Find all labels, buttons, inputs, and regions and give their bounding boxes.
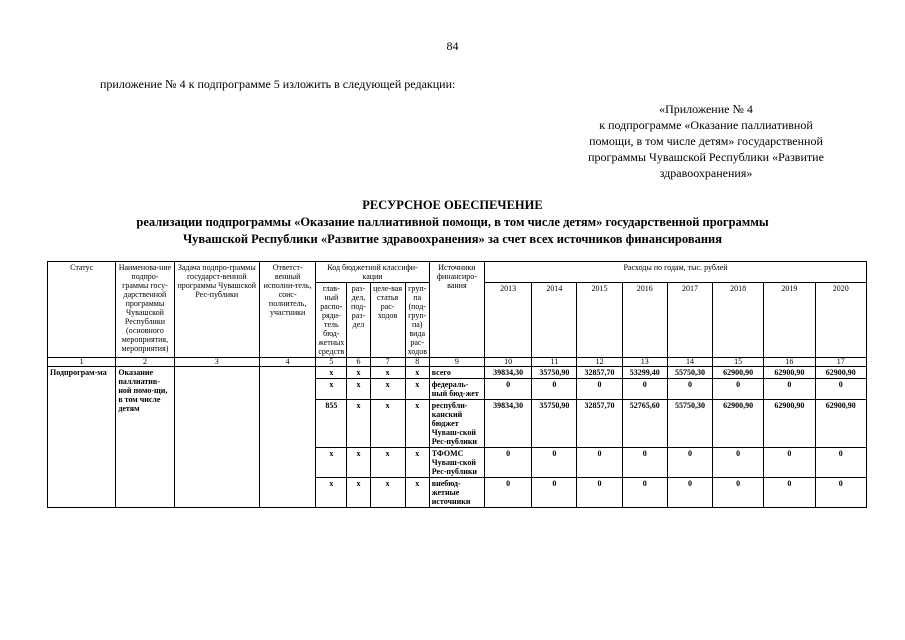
column-number: 7	[370, 358, 405, 367]
header-name: Наименова-ние подпро-граммы госу-дарственной программы Чувашской Республики (основного мероприятия, мероприятия)	[116, 262, 174, 358]
column-number: 6	[347, 358, 370, 367]
code-cell: x	[316, 478, 347, 508]
code-cell: x	[370, 379, 405, 400]
code-cell: x	[405, 448, 429, 478]
value-cell: 62900,90	[764, 367, 815, 379]
value-cell: 35750,90	[532, 400, 577, 448]
task-cell	[174, 367, 259, 508]
value-cell: 52765,60	[622, 400, 667, 448]
value-cell: 0	[622, 448, 667, 478]
source-cell: федераль-ный бюд-жет	[429, 379, 484, 400]
code-cell: x	[405, 400, 429, 448]
value-cell: 0	[713, 448, 764, 478]
executor-cell	[259, 367, 315, 508]
value-cell: 0	[577, 478, 622, 508]
value-cell: 0	[713, 478, 764, 508]
value-cell: 0	[667, 478, 712, 508]
code-cell: x	[347, 448, 370, 478]
appendix-line: помощи, в том числе детям» государственной	[589, 134, 823, 148]
header-expenses: Расходы по годам, тыс. рублей	[485, 262, 867, 283]
appendix-line: «Приложение № 4	[659, 102, 753, 116]
source-cell: ТФОМС Чуваш-ской Рес-публики	[429, 448, 484, 478]
value-cell: 0	[577, 448, 622, 478]
header-year: 2013	[485, 283, 532, 358]
title-line: РЕСУРСНОЕ ОБЕСПЕЧЕНИЕ	[362, 198, 543, 212]
column-number: 15	[713, 358, 764, 367]
header-executor: Ответст-венный исполни-тель, соис-полнитель, участники	[259, 262, 315, 358]
value-cell: 0	[485, 478, 532, 508]
value-cell: 32857,70	[577, 367, 622, 379]
header-code-sub: раз-дел, под-раз-дел	[347, 283, 370, 358]
value-cell: 55750,30	[667, 367, 712, 379]
code-cell: x	[316, 448, 347, 478]
value-cell: 62900,90	[815, 367, 866, 379]
source-cell: республи-канский бюджет Чуваш-ской Рес-публики	[429, 400, 484, 448]
value-cell: 0	[577, 379, 622, 400]
appendix-heading	[526, 101, 886, 181]
column-number: 16	[764, 358, 815, 367]
code-cell: 855	[316, 400, 347, 448]
header-year: 2017	[667, 283, 712, 358]
column-number: 10	[485, 358, 532, 367]
column-number: 12	[577, 358, 622, 367]
header-code-sub: груп-па (под-груп-па) вида рас-ходов	[405, 283, 429, 358]
value-cell: 62900,90	[764, 400, 815, 448]
value-cell: 0	[532, 379, 577, 400]
header-year: 2018	[713, 283, 764, 358]
value-cell: 39834,30	[485, 400, 532, 448]
document-title	[0, 197, 905, 248]
header-year: 2015	[577, 283, 622, 358]
column-number-row	[48, 358, 867, 367]
value-cell: 39834,30	[485, 367, 532, 379]
header-year: 2019	[764, 283, 815, 358]
header-code-sub: целе-вая статья рас-ходов	[370, 283, 405, 358]
code-cell: x	[316, 379, 347, 400]
intro-line: приложение № 4 к подпрограмме 5 изложить в следующей редакции:	[100, 77, 456, 91]
column-number: 5	[316, 358, 347, 367]
column-number: 4	[259, 358, 315, 367]
value-cell: 32857,70	[577, 400, 622, 448]
value-cell: 0	[667, 379, 712, 400]
header-budget-code: Код бюджетной классифи-кации	[316, 262, 430, 283]
code-cell: x	[316, 367, 347, 379]
source-cell: внебюд-жетные источники	[429, 478, 484, 508]
value-cell: 0	[713, 379, 764, 400]
value-cell: 0	[815, 478, 866, 508]
appendix-line: здравоохранения»	[659, 166, 753, 180]
code-cell: x	[370, 448, 405, 478]
header-year: 2014	[532, 283, 577, 358]
value-cell: 0	[532, 478, 577, 508]
value-cell: 0	[485, 448, 532, 478]
column-number: 2	[116, 358, 174, 367]
value-cell: 62900,90	[713, 367, 764, 379]
appendix-line: программы Чувашской Республики «Развитие	[588, 150, 824, 164]
value-cell: 53299,40	[622, 367, 667, 379]
header-status: Статус	[48, 262, 116, 358]
subprogram-name-cell: Оказание паллиатив-ной помо-щи, в том числе детям	[116, 367, 174, 508]
title-line: Чувашской Республики «Развитие здравоохранения» за счет всех источников финансирования	[183, 232, 722, 246]
header-year: 2020	[815, 283, 866, 358]
resource-table	[47, 261, 867, 508]
value-cell: 0	[764, 478, 815, 508]
column-number: 8	[405, 358, 429, 367]
value-cell: 0	[532, 448, 577, 478]
code-cell: x	[347, 379, 370, 400]
column-number: 17	[815, 358, 866, 367]
value-cell: 0	[815, 448, 866, 478]
appendix-line: к подпрограмме «Оказание паллиативной	[599, 118, 813, 132]
header-year: 2016	[622, 283, 667, 358]
value-cell: 35750,90	[532, 367, 577, 379]
value-cell: 0	[764, 379, 815, 400]
column-number: 13	[622, 358, 667, 367]
header-task: Задача подпро-граммы государст-венной программы Чувашской Рес-публики	[174, 262, 259, 358]
value-cell: 62900,90	[713, 400, 764, 448]
column-number: 9	[429, 358, 484, 367]
column-number: 1	[48, 358, 116, 367]
value-cell: 0	[485, 379, 532, 400]
value-cell: 0	[815, 379, 866, 400]
header-code-sub: глав-ный распо-ряди-тель бюд-жетных средств	[316, 283, 347, 358]
value-cell: 0	[622, 379, 667, 400]
column-number: 3	[174, 358, 259, 367]
value-cell: 0	[764, 448, 815, 478]
header-source: Источники финансиро-вания	[429, 262, 484, 358]
code-cell: x	[405, 367, 429, 379]
table-row	[48, 367, 867, 379]
column-number: 11	[532, 358, 577, 367]
title-line: реализации подпрограммы «Оказание паллиативной помощи, в том числе детям» государственной программы	[136, 215, 769, 229]
code-cell: x	[370, 478, 405, 508]
value-cell: 55750,30	[667, 400, 712, 448]
column-number: 14	[667, 358, 712, 367]
status-cell: Подпрограм-ма	[48, 367, 116, 508]
code-cell: x	[347, 367, 370, 379]
code-cell: x	[405, 478, 429, 508]
header-row	[48, 262, 867, 283]
value-cell: 0	[622, 478, 667, 508]
value-cell: 62900,90	[815, 400, 866, 448]
code-cell: x	[370, 400, 405, 448]
code-cell: x	[405, 379, 429, 400]
code-cell: x	[370, 367, 405, 379]
source-cell: всего	[429, 367, 484, 379]
page-number: 84	[446, 39, 459, 53]
code-cell: x	[347, 400, 370, 448]
value-cell: 0	[667, 448, 712, 478]
code-cell: x	[347, 478, 370, 508]
